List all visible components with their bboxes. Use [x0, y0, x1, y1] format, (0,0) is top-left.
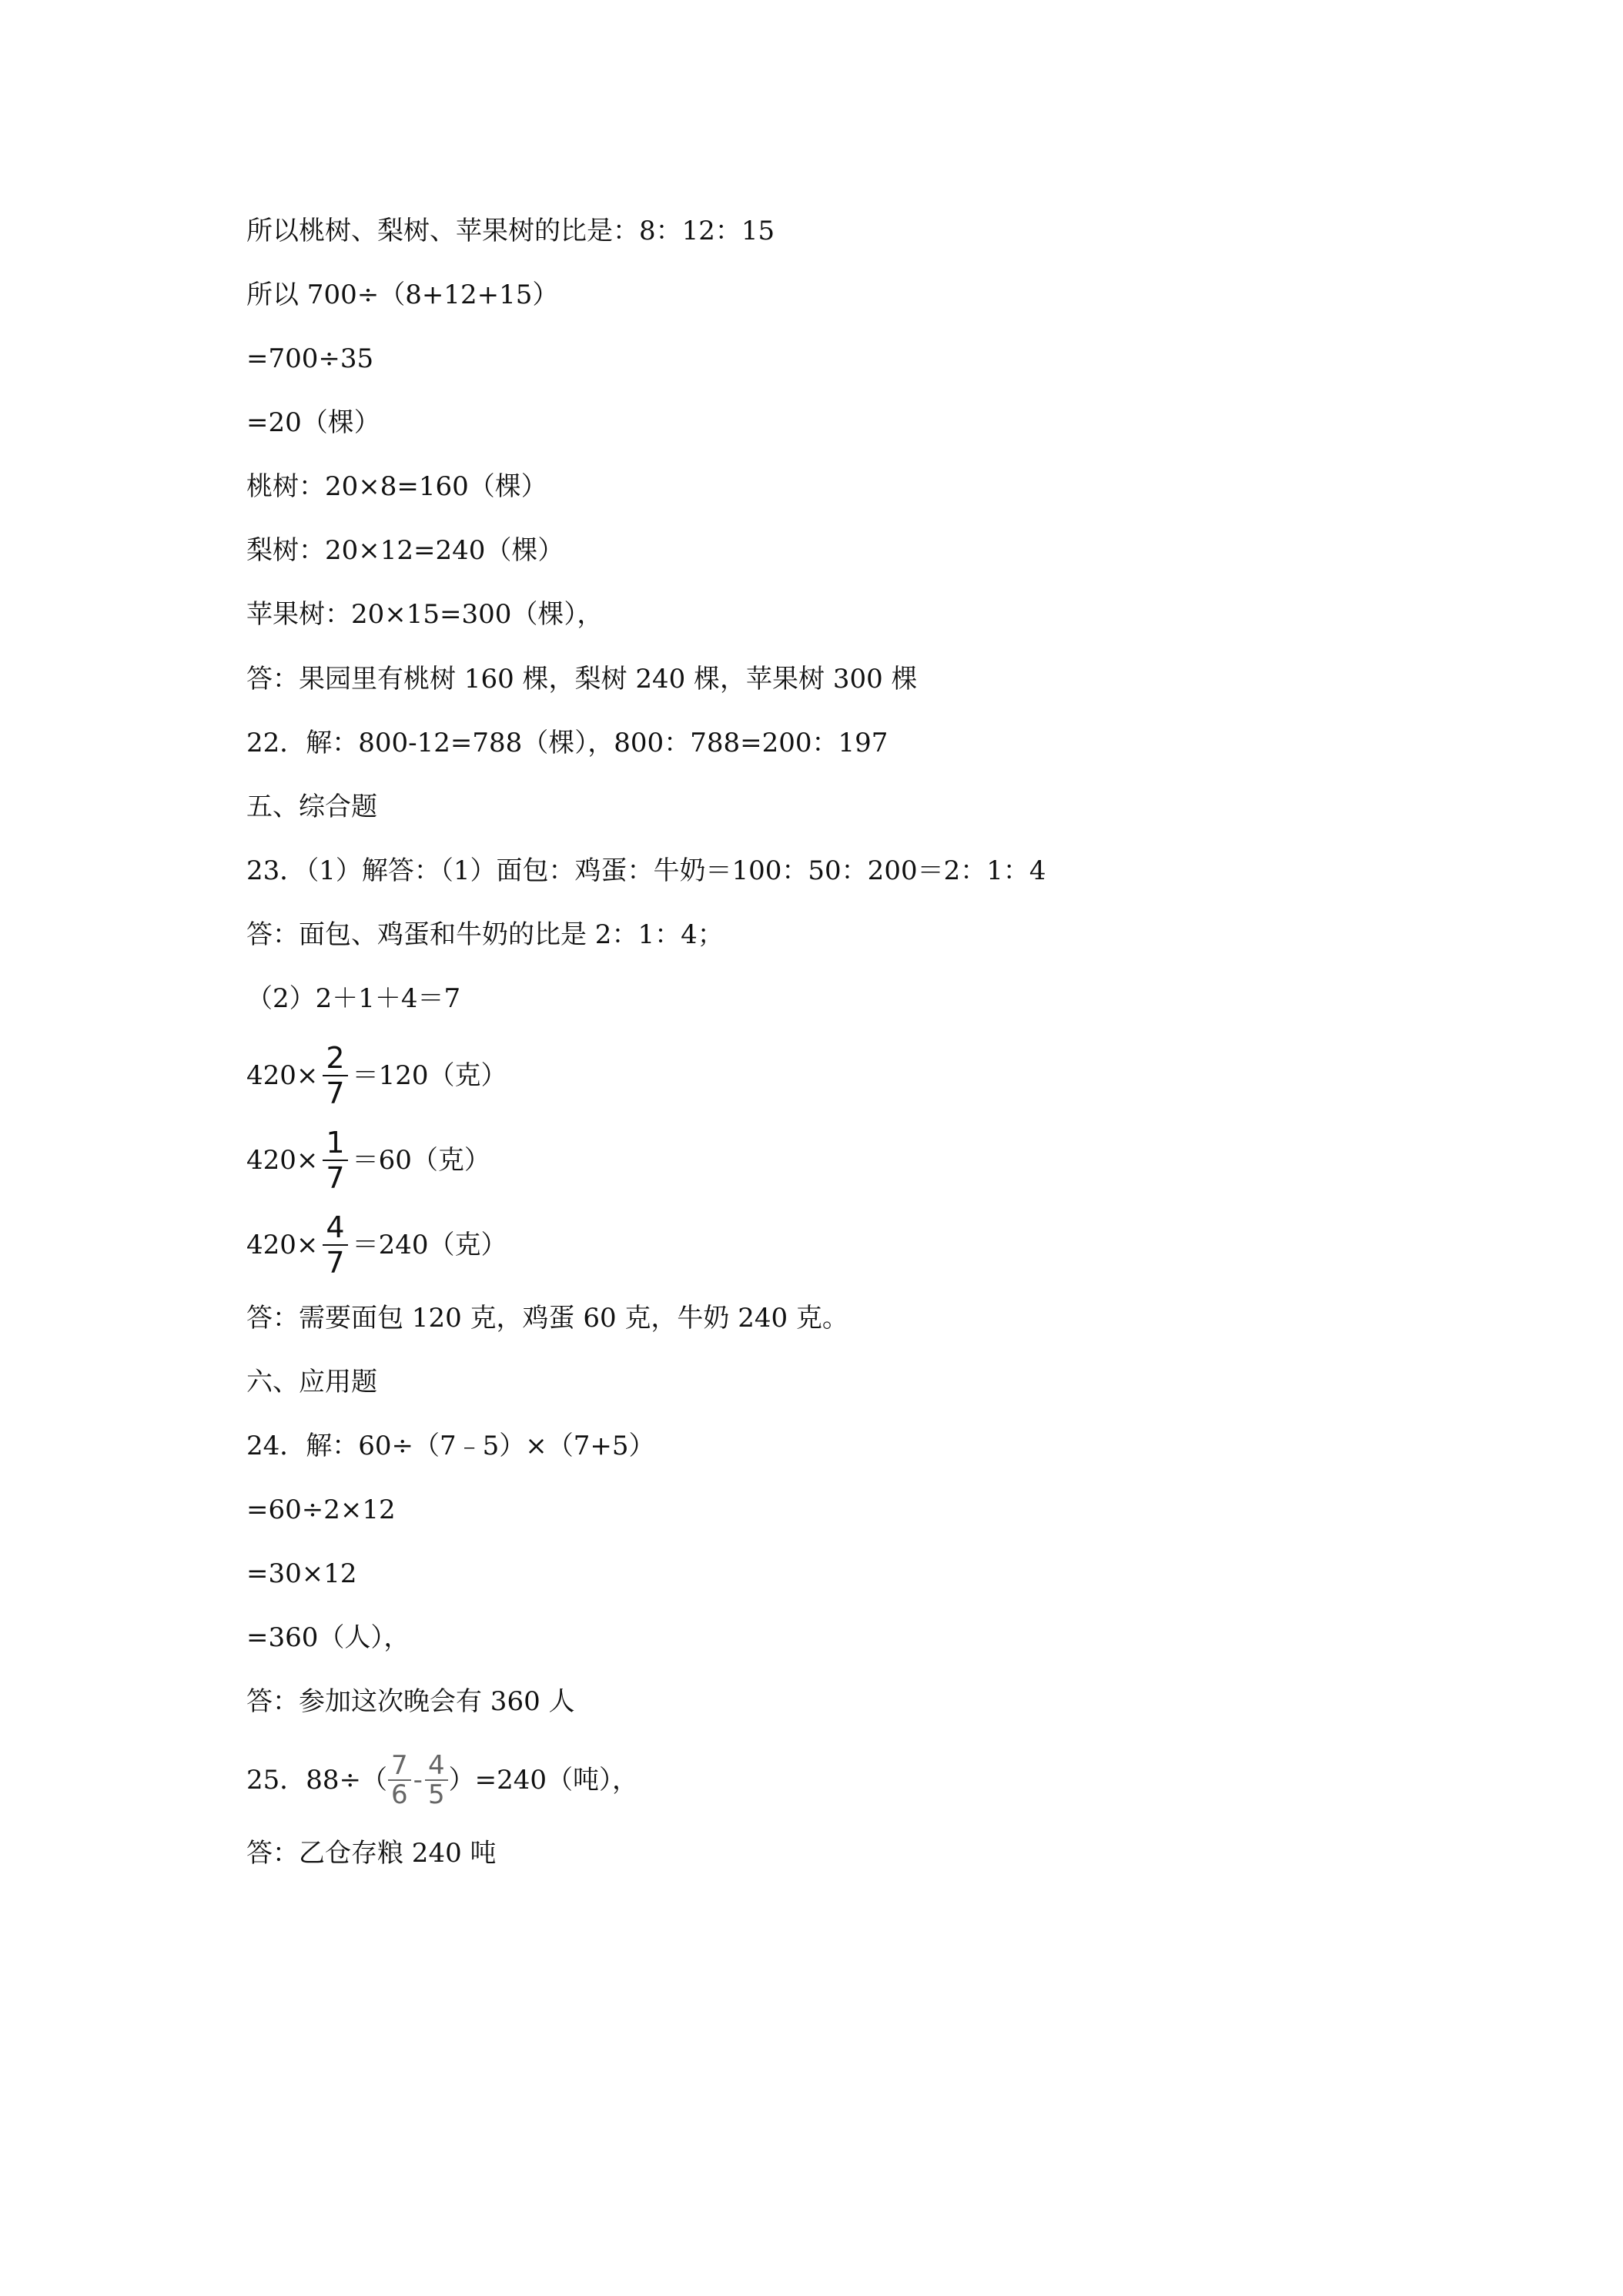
fraction-denominator: 5 — [427, 1779, 445, 1810]
fraction-denominator: 6 — [391, 1779, 408, 1810]
text-line: =20（棵） — [246, 407, 380, 438]
fraction-line — [246, 1203, 507, 1287]
fraction-prefix: 420× — [246, 1060, 319, 1091]
fraction-prefix: 420× — [246, 1230, 319, 1260]
text-line: 桃树：20×8=160（棵） — [246, 471, 547, 502]
answer-line: 答：果园里有桃树 160 棵，梨树 240 棵，苹果树 300 棵 — [246, 664, 918, 694]
fraction-denominator: 7 — [326, 1076, 345, 1110]
question-24-line: 24．解：60÷（7﹣5）×（7+5） — [246, 1431, 655, 1461]
answer-line: 答：面包、鸡蛋和牛奶的比是 2：1：4； — [246, 919, 724, 950]
fraction-suffix: ＝240（克） — [352, 1230, 507, 1260]
fraction — [323, 1041, 347, 1110]
q25-suffix: ）=240（吨）， — [448, 1765, 638, 1796]
section-heading: 五、综合题 — [246, 792, 377, 822]
text-line: =60÷2×12 — [246, 1494, 396, 1525]
fraction-expression — [387, 1752, 449, 1809]
text-line: =360（人）， — [246, 1622, 410, 1653]
text-line: （2）2＋1＋4＝7 — [246, 983, 461, 1014]
text-line: 苹果树：20×15=300（棵）， — [246, 599, 604, 630]
fraction — [323, 1126, 347, 1195]
question-25-line — [246, 1742, 638, 1819]
fraction-numerator: 2 — [326, 1041, 345, 1075]
text-line: 所以桃树、梨树、苹果树的比是：8：12：15 — [246, 216, 775, 246]
fraction-prefix: 420× — [246, 1145, 319, 1176]
fraction-line — [246, 1033, 507, 1118]
minus-operator: - — [413, 1765, 423, 1796]
fraction-suffix: ＝60（克） — [352, 1145, 490, 1176]
text-line: 梨树：20×12=240（棵） — [246, 535, 564, 566]
text-line: =30×12 — [246, 1558, 357, 1589]
fraction-numerator: 1 — [326, 1126, 345, 1160]
fraction-suffix: ＝120（克） — [352, 1060, 507, 1091]
question-23-line: 23．（1）解答：（1）面包：鸡蛋：牛奶＝100：50：200＝2：1：4 — [246, 855, 1046, 886]
question-22-line: 22．解：800-12=788（棵），800：788=200：197 — [246, 728, 888, 758]
answer-line: 答：参加这次晚会有 360 人 — [246, 1686, 575, 1717]
fraction-numerator: 4 — [326, 1210, 345, 1244]
section-heading: 六、应用题 — [246, 1367, 377, 1397]
fraction-denominator: 7 — [326, 1161, 345, 1195]
fraction-numerator: 4 — [427, 1750, 445, 1781]
fraction — [425, 1752, 448, 1809]
fraction — [323, 1210, 347, 1280]
fraction — [388, 1752, 411, 1809]
fraction-line — [246, 1118, 490, 1203]
fraction-denominator: 7 — [326, 1246, 345, 1280]
answer-line: 答：乙仓存粮 240 吨 — [246, 1838, 497, 1869]
text-line: =700÷35 — [246, 343, 374, 374]
answer-line: 答：需要面包 120 克，鸡蛋 60 克，牛奶 240 克。 — [246, 1303, 848, 1334]
fraction-numerator: 7 — [391, 1750, 408, 1781]
text-line: 所以 700÷（8+12+15） — [246, 279, 559, 310]
q25-prefix: 25．88÷（ — [246, 1765, 388, 1796]
